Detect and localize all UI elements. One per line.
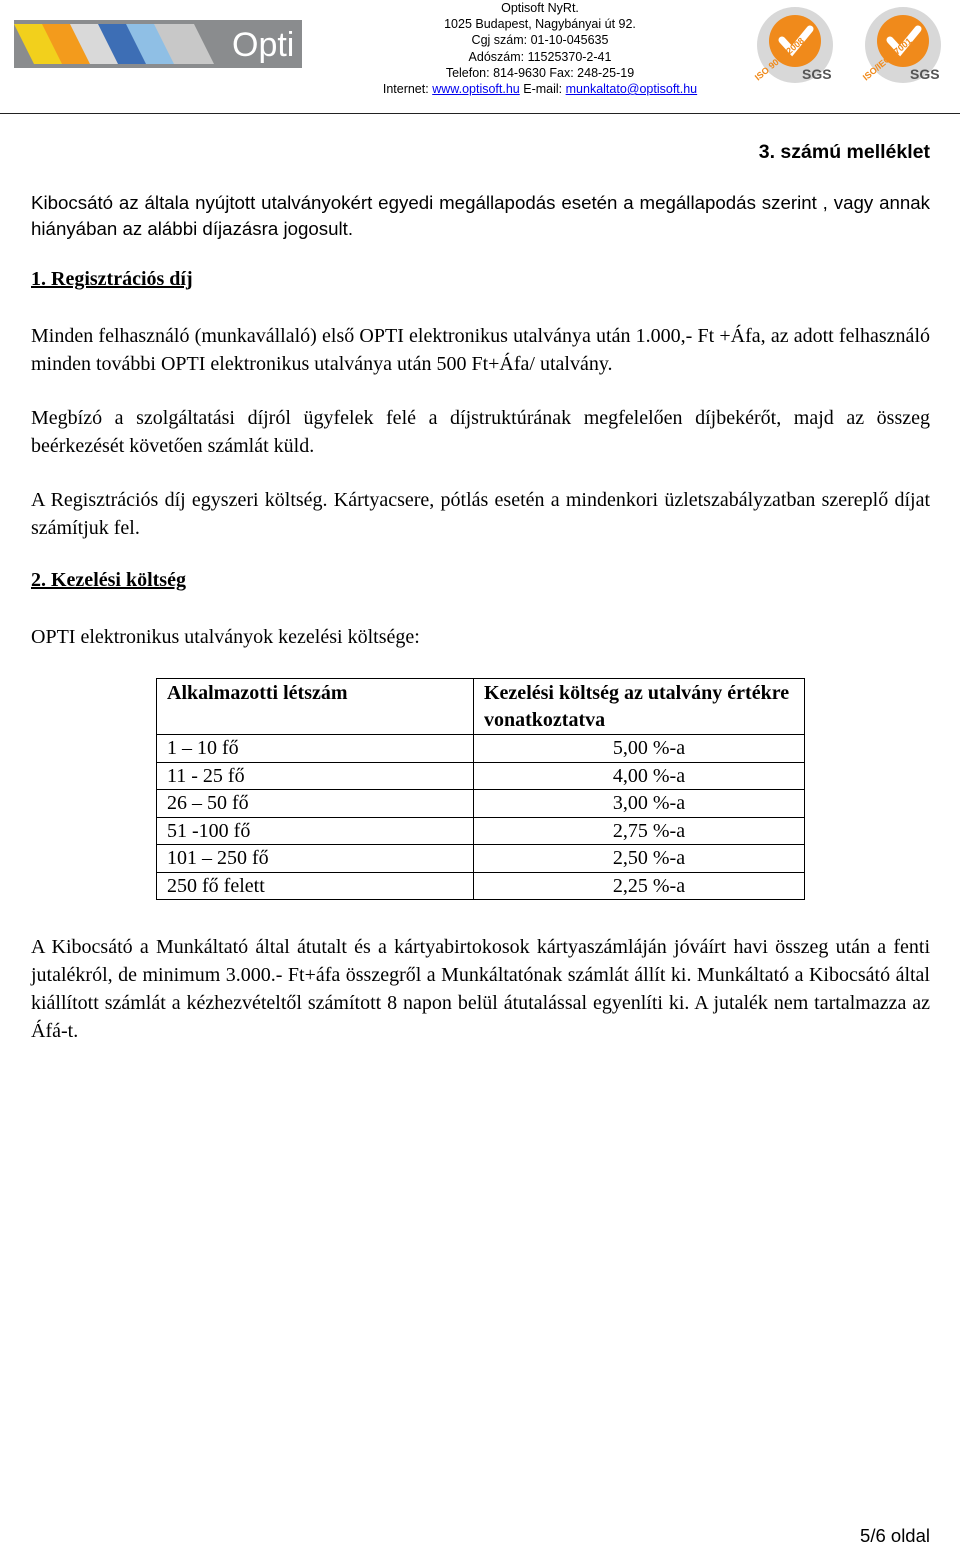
section1-para1: Minden felhasználó (munkavállaló) első OPTI elektronikus utalványa után 1.000,- Ft +Áfa, az adott felhasználó minden további OPTI elektronikus utalványa után 500 Ft+Áfa/ utalvány. bbox=[31, 325, 930, 375]
company-phone: Telefon: 814-9630 Fax: 248-25-19 bbox=[445, 65, 635, 80]
header-fee: Kezelési költség az utalvány értékre vonatkoztatva bbox=[474, 679, 805, 735]
logo-text: Opti bbox=[232, 26, 295, 64]
headcount-cell: 51 -100 fő bbox=[157, 817, 474, 845]
intro-paragraph: Kibocsátó az általa nyújtott utalványokért egyedi megállapodás esetén a megállapodás szerint , vagy annak hiányában az alábbi díjazásra jogosult. bbox=[31, 192, 930, 239]
iso-9001-badge bbox=[752, 3, 838, 87]
table-row bbox=[157, 817, 805, 845]
fee-cell: 4,00 %-a bbox=[474, 762, 805, 790]
company-tax-number: Adószám: 11525370-2-41 bbox=[468, 49, 612, 64]
headcount-cell: 26 – 50 fő bbox=[157, 790, 474, 818]
company-name: Optisoft NyRt. bbox=[501, 1, 579, 15]
fee-table bbox=[156, 678, 805, 900]
section2-lead: OPTI elektronikus utalványok kezelési költsége: bbox=[31, 626, 420, 648]
company-registration: Cgj szám: 01-10-045635 bbox=[471, 33, 609, 48]
website-link[interactable]: www.optisoft.hu bbox=[432, 82, 520, 97]
fee-cell: 2,25 %-a bbox=[474, 872, 805, 900]
cert1-standard: ISO 9001:2008 bbox=[752, 35, 807, 83]
internet-label: Internet: bbox=[382, 82, 429, 97]
iso-27001-badge bbox=[860, 3, 946, 87]
table-header-row bbox=[157, 679, 805, 735]
headcount-cell: 250 fő felett bbox=[157, 872, 474, 900]
fee-cell: 5,00 %-a bbox=[474, 735, 805, 763]
table-row bbox=[157, 845, 805, 873]
table-row bbox=[157, 790, 805, 818]
cert2-issuer: SGS bbox=[910, 66, 940, 82]
annex-title: 3. számú melléklet bbox=[758, 141, 930, 163]
company-internet bbox=[330, 81, 750, 97]
email-label: E-mail: bbox=[523, 82, 563, 97]
page-number: 5/6 oldal bbox=[860, 1525, 930, 1546]
section1-para2: Megbízó a szolgáltatási díjról ügyfelek felé a díjstruktúrának megfelelően díjbekérőt, majd az összeg beérkezését követően számlát küld. bbox=[31, 407, 930, 457]
table-row bbox=[157, 872, 805, 900]
fee-cell: 2,75 %-a bbox=[474, 817, 805, 845]
section1-heading: 1. Regisztrációs díj bbox=[31, 268, 193, 290]
header-divider bbox=[0, 113, 960, 114]
headcount-cell: 101 – 250 fő bbox=[157, 845, 474, 873]
email-link[interactable]: munkaltato@optisoft.hu bbox=[565, 82, 698, 97]
fee-cell: 3,00 %-a bbox=[474, 790, 805, 818]
section1-para3: A Regisztrációs díj egyszeri költség. Kártyacsere, pótlás esetén a mindenkori üzletszabályzatban szereplő díjat számítjuk fel. bbox=[31, 489, 930, 539]
header-headcount: Alkalmazotti létszám bbox=[157, 679, 474, 735]
opti-logo bbox=[14, 20, 302, 68]
fee-cell: 2,50 %-a bbox=[474, 845, 805, 873]
headcount-cell: 1 – 10 fő bbox=[157, 735, 474, 763]
cert1-issuer: SGS bbox=[802, 66, 832, 82]
table-row bbox=[157, 762, 805, 790]
headcount-cell: 11 - 25 fő bbox=[157, 762, 474, 790]
closing-paragraph: A Kibocsátó a Munkáltató által átutalt és a kártyabirtokosok kártyaszámláján jóváírt havi összeg után a fenti jutalékról, de minimum 3.000.- Ft+áfa összegről a Munkáltatónak számlát állít ki. Munkáltató a Kibocsátó által kiállított számlát a kézhezvételtől számított 8 napon belül átutalással egyenlíti ki. A jutalék nem tartalmazza az Áfá-t. bbox=[31, 936, 930, 1042]
section2-heading: 2. Kezelési költség bbox=[31, 569, 186, 591]
cert2-standard: ISO/IEC 27001 bbox=[860, 35, 914, 83]
table-row bbox=[157, 735, 805, 763]
company-info bbox=[330, 0, 750, 97]
company-address: 1025 Budapest, Nagybányai út 92. bbox=[444, 17, 636, 32]
